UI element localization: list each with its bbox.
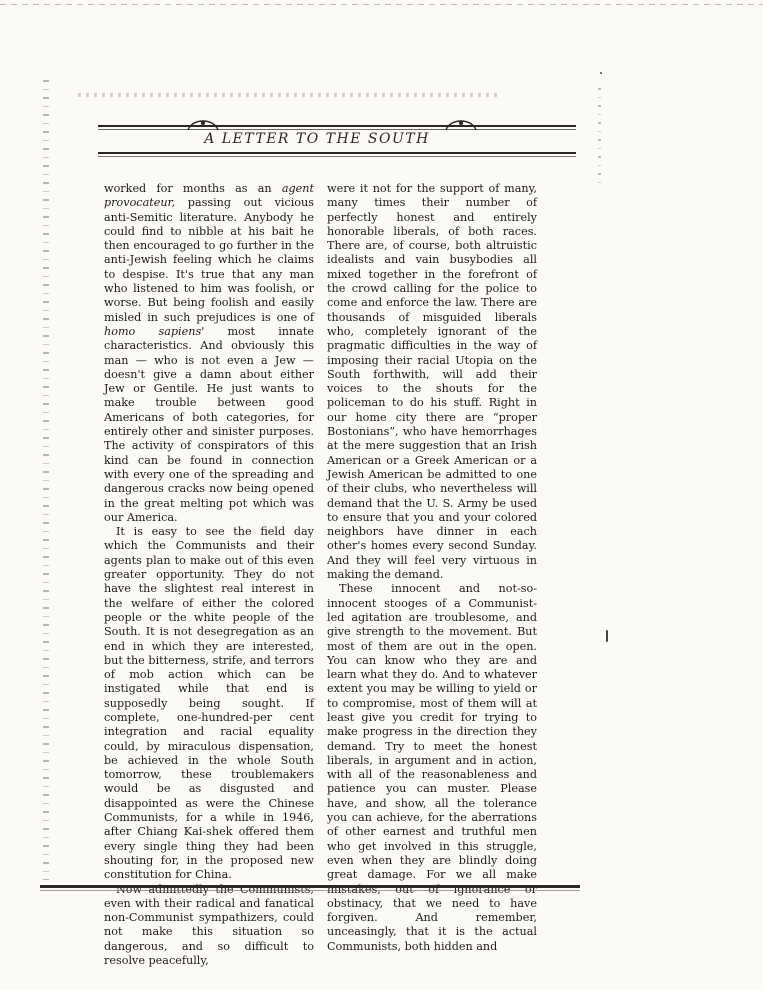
scan-speck [600,72,602,74]
header-rule-bottom [98,152,576,154]
text-run: worked for months as an [104,182,282,195]
header-rule-top [98,125,576,127]
binding-margin-marks [43,80,49,880]
paragraph [104,883,314,969]
page-title: A LETTER TO THE SOUTH [204,131,430,147]
text-run: These innocent and not-so-innocent stooges of a Communist-led agitation are troublesome, and give strength to the movement. But most of them are out in the open. You can know who they are and learn what they do. And to whatever extent you may be willing to yield or to compromise, most of them will at least give you credit for trying to make progress in the direction they demand. Try to meet the honest liberals, in argument and in action, with all of the reasonableness and patience you can muster. Please have, and show, all the tolerance you can achieve, for the aberrations of other earnest and truthful men who get involved in this struggle, even when they are blindly doing great damage. For we all make obstinacy, that we need to have forgiven. And remember, unceasingly, that it is the actual Communists, both hidden and [327,582,537,953]
scan-margin-marks [598,88,601,188]
text-column-right [327,182,537,954]
italic-text: agent provocateur, [104,182,314,210]
text-column-left [104,182,314,968]
italic-text: homo sapiens' [104,324,205,338]
text-run: most innate characteristics. And obviously this man — who is not even a Jew — doesn't give a damn about either Jew or Gentile. He just wants to make trouble between good Americans of both categories, for entirely other and sinister purposes. The activity of conspirators of this kind can be found in connection with every one of the spreading and dangerous cracks now being opened in the great melting pot which was our America. [104,324,314,524]
paragraph [104,182,314,525]
header-rule-bottom-thin [98,156,576,157]
footer-rule [40,885,580,888]
text-run: passing out vicious anti-Semitic literature. Anybody he could find to nibble at his bait he then encouraged to go further in the anti-Jewish feeling which he claims to despise. It's true that any man who listened to him was foolish, or worse. But being foolish and easily misled in such prejudices is one of [104,196,314,324]
text-run: even with their radical and fanatical non-Communist sympathizers, could not make this situation so dangerous, and so difficult to resolve peacefully, [104,896,314,968]
paragraph [327,582,537,954]
paragraph [104,525,314,882]
footer-rule-thin [40,890,580,891]
scan-speck [606,630,608,642]
scan-edge [0,4,763,5]
header-rule-top-thin [98,129,576,130]
text-run: were it not for the support of many, many times their number of perfectly honest and entirely honorable liberals, of both races. There are, of course, both altruistic idealists and vain busybodies all mixed together in the forefront of the crowd calling for the police to come and enforce the law. There are thousands of misguided liberals who, completely ignorant of the pragmatic difficulties in the way of imposing their racial Utopia on the South forthwith, will add their voices to the shouts for the policeman to do his stuff. Right in our home city there are “proper Bostonians”, who have hemorrhages at the mere suggestion that an Irish American or a Greek American or a Jewish American be admitted to one of their clubs, who nevertheless will demand that the U. S. Army be used to ensure that you and your colored neighbors have dinner in each other's homes every second Sunday. And they will feel very virtuous in making the demand. [327,182,537,582]
text-run: It is easy to see the field day which the Communists and their agents plan to make out of this even greater opportunity. They do not have the slightest real interest in the welfare of either the colored people or the white people of the South. It is not desegregation as an end in which they are interested, but the bitterness, strife, and terrors of mob action which can be instigated while that end is supposedly being sought. If complete, one-hundred-per cent integration and racial equality could, by miraculous dispensation, be achieved in the whole South tomorrow, these troublemakers would be as disgusted and disappointed as were the Chinese Communists, for a while in 1946, after Chiang Kai-shek offered them every single thing they had been shouting for, in the proposed new constitution for China. [104,525,314,882]
paragraph [327,182,537,582]
header-bleed-through [78,93,498,97]
